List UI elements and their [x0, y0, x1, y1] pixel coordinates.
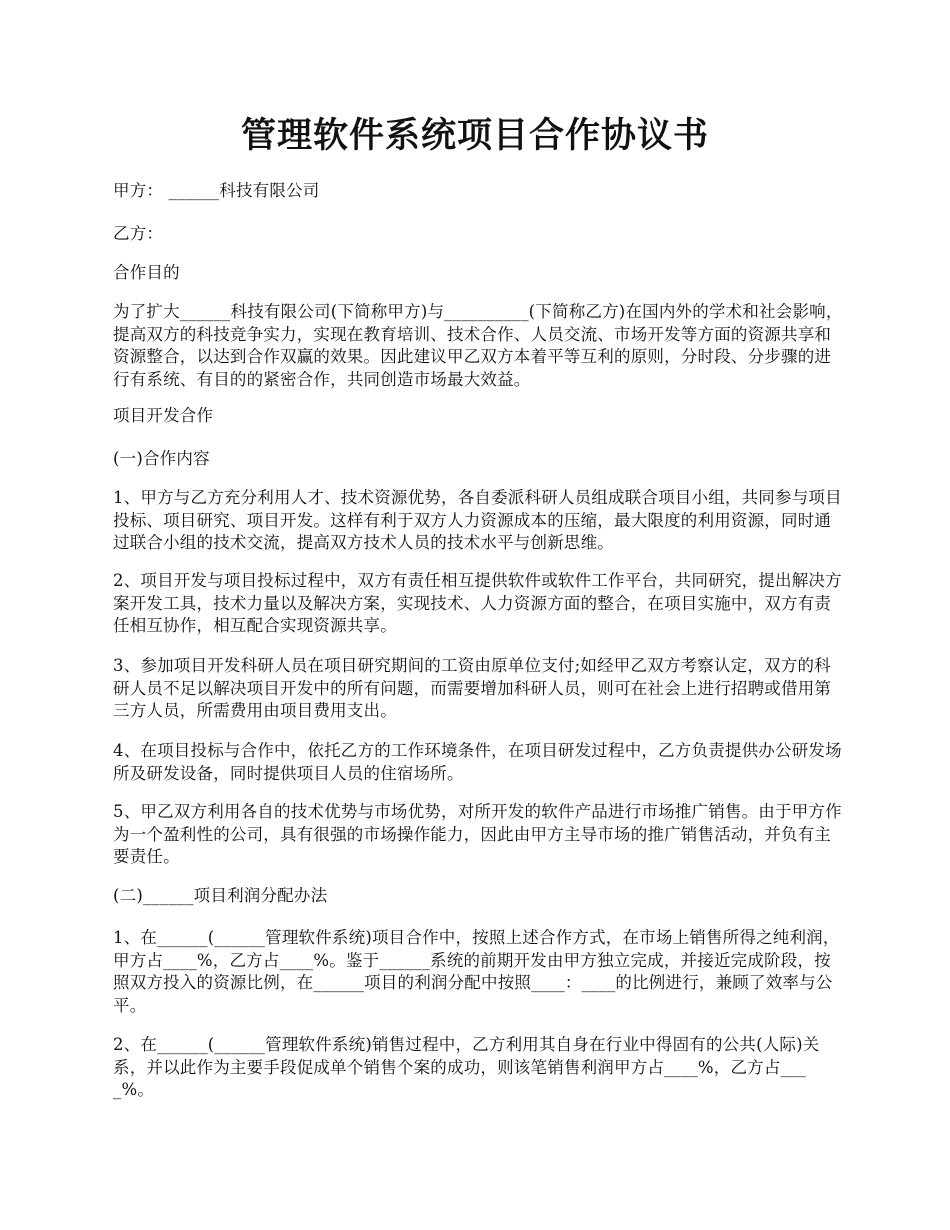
party-b-line: 乙方： [113, 224, 164, 243]
document-title: 管理软件系统项目合作协议书 [240, 115, 709, 156]
profit-item-2: 2、在______(______管理软件系统)销售过程中，乙方利用其自身在行业中得固有的公共(人际)关系，并以此作为主要手段促成单个销售个案的成功，则该笔销售利润甲方占____%，乙方占____%。 [113, 1035, 820, 1099]
content-item-4: 4、在项目投标与合作中，依托乙方的工作环境条件，在项目研发过程中，乙方负责提供办公研发场所及研发设备，同时提供项目人员的住宿场所。 [113, 741, 842, 783]
profit-item-1: 1、在______(______管理软件系统)项目合作中，按照上述合作方式，在市场上销售所得之纯利润，甲方占____%，乙方占____%。鉴于______系统的前期开发由甲方独立完成，并接近完成阶段，按照双方投入的资源比例，在______项目的利润分配中按照____：____的比例进行，兼顾了效率与公平。 [113, 928, 840, 1015]
project-heading: 项目开发合作 [113, 406, 214, 425]
content-item-1: 1、甲方与乙方充分利用人才、技术资源优势，各自委派科研人员组成联合项目小组，共同参与项目投标、项目研究、项目开发。这样有利于双方人力资源成本的压缩，最大限度的利用资源，同时通过联合小组的技术交流，提高双方技术人员的技术水平与创新思维。 [113, 488, 842, 552]
purpose-paragraph: 为了扩大______科技有限公司(下简称甲方)与__________(下简称乙方)在国内外的学术和社会影响，提高双方的科技竞争实力，实现在教育培训、技术合作、人员交流、市场开发等方面的资源共享和资源整合，以达到合作双赢的效果。因此建议甲乙双方本着平等互利的原则，分时段、分步骤的进行有系统、有目的的紧密合作，共同创造市场最大效益。 [113, 302, 843, 389]
content-item-3: 3、参加项目开发科研人员在项目研究期间的工资由原单位支付;如经甲乙双方考察认定，双方的科研人员不足以解决项目开发中的所有问题，而需要增加科研人员，则可在社会上进行招聘或借用第三方人员，所需费用由项目费用支出。 [113, 656, 832, 720]
subsection-1-heading: (一)合作内容 [113, 449, 210, 468]
party-a-line: 甲方： ______科技有限公司 [113, 181, 320, 200]
content-item-2: 2、项目开发与项目投标过程中，双方有责任相互提供软件或软件工作平台，共同研究，提出解决方案开发工具，技术力量以及解决方案，实现技术、人力资源方面的整合，在项目实施中，双方有责任相互协作，相互配合实现资源共享。 [113, 571, 842, 635]
subsection-2-heading: (二)______项目利润分配办法 [113, 886, 328, 905]
purpose-heading: 合作目的 [113, 263, 180, 282]
content-item-5: 5、甲乙双方利用各自的技术优势与市场优势，对所开发的软件产品进行市场推广销售。由于甲方作为一个盈利性的公司，具有很强的市场操作能力，因此由甲方主导市场的推广销售活动，并负有主要责任。 [113, 802, 842, 866]
